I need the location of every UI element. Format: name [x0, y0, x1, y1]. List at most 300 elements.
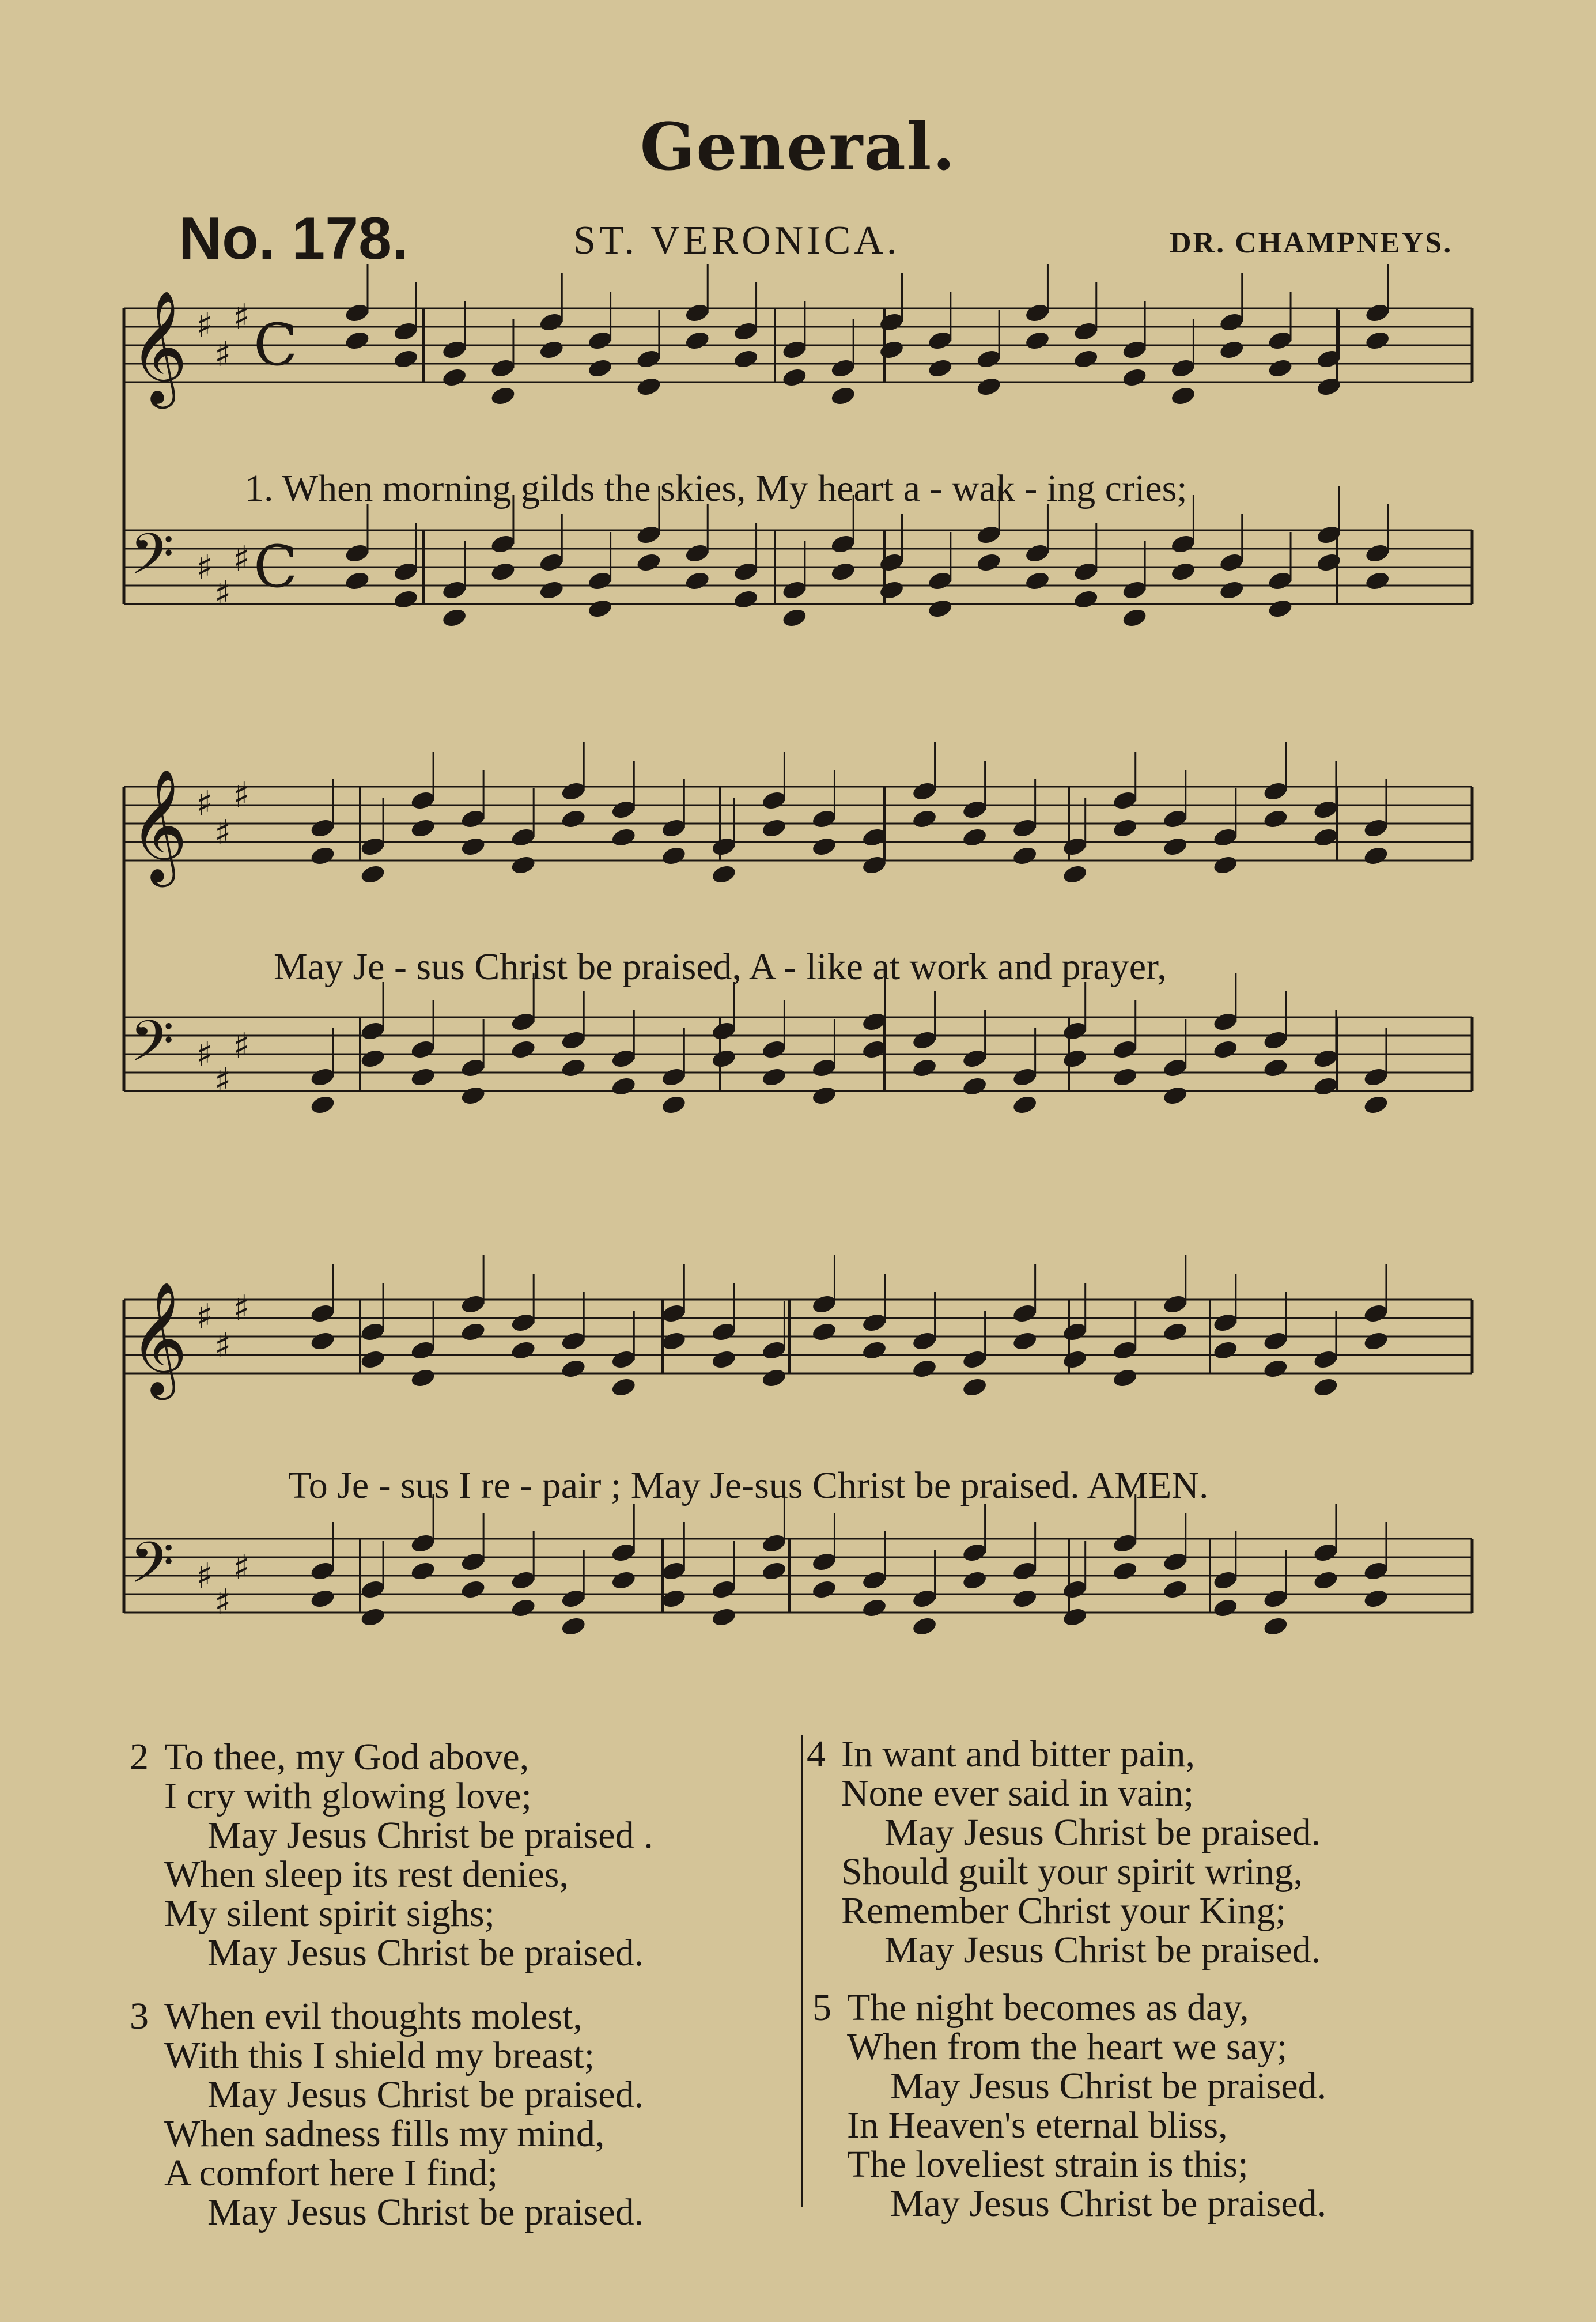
note-head: [1262, 1057, 1289, 1079]
note-head: [309, 1560, 336, 1582]
note-head: [587, 357, 613, 379]
verse-line: May Jesus Christ be praised.: [207, 2074, 644, 2116]
note-head: [911, 1615, 937, 1637]
lyric-line-3: To Je - sus I re - pair ; May Je-sus Christ be praised. AMEN.: [288, 1464, 1209, 1507]
note-head: [781, 339, 808, 361]
note-head: [1073, 320, 1099, 342]
note-head: [1363, 1330, 1389, 1352]
note-head: [490, 357, 516, 379]
note-head: [1218, 552, 1245, 573]
sharp-icon: ♯: [196, 1556, 213, 1596]
note-head: [1363, 1094, 1389, 1116]
note-head: [309, 817, 336, 839]
verse-line: May Jesus Christ be praised.: [890, 2183, 1327, 2225]
note-head: [830, 385, 856, 407]
note-head: [1121, 367, 1148, 388]
note-head: [344, 542, 370, 564]
note-head: [684, 330, 710, 352]
note-head: [392, 588, 419, 610]
sharp-icon: ♯: [196, 1297, 213, 1337]
note-head: [1262, 780, 1289, 802]
note-head: [1267, 330, 1294, 352]
note-head: [861, 1597, 887, 1619]
hymn-number: No. 178.: [179, 205, 409, 272]
note-head: [911, 808, 937, 830]
note-head: [1313, 826, 1339, 848]
note-head: [811, 808, 837, 830]
verse-line: 3 When evil thoughts molest,: [130, 1995, 583, 2037]
note-head: [610, 1569, 637, 1591]
note-head: [1111, 1039, 1138, 1060]
note-head: [1262, 1615, 1289, 1637]
note-head: [1212, 1312, 1239, 1334]
note-head: [1363, 1588, 1389, 1610]
note-head: [587, 598, 613, 620]
note-head: [1364, 302, 1390, 324]
note-head: [1162, 1085, 1189, 1107]
note-head: [1162, 808, 1189, 830]
note-head: [710, 863, 737, 885]
note-head: [975, 524, 1002, 546]
note-head: [344, 302, 370, 324]
note-head: [1363, 817, 1389, 839]
note-head: [1121, 579, 1148, 601]
verse-line: 4 In want and bitter pain,: [807, 1733, 1195, 1775]
sharp-icon: ♯: [214, 1582, 232, 1622]
sharp-icon: ♯: [196, 1034, 213, 1075]
note-head: [1024, 330, 1050, 352]
note-head: [660, 1560, 687, 1582]
note-head: [1011, 845, 1038, 867]
note-head: [878, 311, 905, 333]
treble-clef-icon: 𝄞: [130, 768, 188, 882]
verse-2: [130, 1738, 653, 1973]
note-head: [1262, 1588, 1289, 1610]
note-head: [1267, 357, 1294, 379]
treble-clef-icon: 𝄞: [130, 1281, 188, 1395]
note-head: [1111, 790, 1138, 811]
note-head: [309, 845, 336, 867]
note-head: [1061, 1579, 1088, 1600]
note-head: [927, 330, 954, 352]
note-head: [344, 330, 370, 352]
note-head: [1218, 339, 1245, 361]
verse-line: 2 To thee, my God above,: [130, 1736, 530, 1778]
note-head: [1162, 1579, 1189, 1600]
time-signature: C: [254, 533, 298, 601]
verse-line: When from the heart we say;: [847, 2026, 1288, 2068]
note-head: [460, 808, 486, 830]
note-head: [1073, 348, 1099, 370]
note-head: [610, 826, 637, 848]
note-head: [1024, 302, 1050, 324]
note-head: [1315, 348, 1342, 370]
note-head: [1262, 808, 1289, 830]
note-head: [560, 1588, 587, 1610]
note-head: [961, 1542, 988, 1564]
note-head: [1315, 376, 1342, 398]
note-head: [1364, 570, 1390, 592]
note-head: [811, 1321, 837, 1343]
note-head: [1011, 1588, 1038, 1610]
note-head: [1313, 1542, 1339, 1564]
verse-line: May Jesus Christ be praised.: [207, 2191, 644, 2233]
note-head: [560, 808, 587, 830]
note-head: [1212, 1339, 1239, 1361]
note-head: [927, 598, 954, 620]
note-head: [560, 1057, 587, 1079]
note-head: [761, 1532, 787, 1554]
sharp-icon: ♯: [214, 573, 232, 614]
note-head: [710, 1321, 737, 1343]
note-head: [610, 1048, 637, 1070]
note-head: [460, 1551, 486, 1573]
note-head: [1162, 836, 1189, 858]
note-head: [732, 320, 759, 342]
note-head: [360, 1048, 386, 1070]
note-head: [1061, 1349, 1088, 1370]
section-title: General.: [640, 110, 956, 185]
note-head: [761, 1367, 787, 1389]
note-head: [360, 1606, 386, 1628]
note-head: [710, 1606, 737, 1628]
note-head: [538, 579, 565, 601]
note-head: [961, 799, 988, 821]
note-head: [1162, 1551, 1189, 1573]
note-head: [510, 1312, 536, 1334]
note-head: [781, 367, 808, 388]
note-head: [961, 1569, 988, 1591]
bass-clef-icon: 𝄢: [130, 1009, 175, 1089]
verse-line: May Jesus Christ be praised.: [884, 1929, 1321, 1971]
note-head: [1121, 339, 1148, 361]
treble-clef-icon: 𝄞: [130, 290, 188, 404]
note-head: [911, 1057, 937, 1079]
sharp-icon: ♯: [233, 1547, 250, 1588]
note-head: [1061, 1321, 1088, 1343]
note-head: [410, 1532, 436, 1554]
note-head: [610, 1075, 637, 1097]
note-head: [560, 1615, 587, 1637]
note-head: [911, 1358, 937, 1380]
note-head: [587, 570, 613, 592]
note-head: [309, 1066, 336, 1088]
note-head: [830, 561, 856, 583]
note-head: [710, 1579, 737, 1600]
note-head: [761, 790, 787, 811]
note-head: [710, 1020, 737, 1042]
verse-line: Remember Christ your King;: [841, 1890, 1286, 1932]
verse-number: 2: [130, 1736, 149, 1778]
note-head: [1011, 1560, 1038, 1582]
note-head: [410, 1039, 436, 1060]
note-head: [1111, 1066, 1138, 1088]
note-head: [975, 552, 1002, 573]
note-head: [1262, 1330, 1289, 1352]
note-head: [490, 561, 516, 583]
note-head: [660, 845, 687, 867]
note-head: [441, 579, 467, 601]
note-head: [911, 1330, 937, 1352]
note-head: [510, 1569, 536, 1591]
verse-line: With this I shield my breast;: [164, 2034, 595, 2076]
note-head: [710, 1349, 737, 1370]
note-head: [1024, 570, 1050, 592]
note-head: [1073, 588, 1099, 610]
note-head: [360, 863, 386, 885]
note-head: [1170, 533, 1196, 555]
note-head: [441, 339, 467, 361]
note-head: [1111, 1532, 1138, 1554]
note-head: [710, 836, 737, 858]
note-head: [878, 339, 905, 361]
note-head: [1315, 552, 1342, 573]
note-head: [636, 524, 662, 546]
note-head: [410, 1339, 436, 1361]
note-head: [560, 1029, 587, 1051]
note-head: [636, 552, 662, 573]
note-head: [410, 817, 436, 839]
note-head: [1061, 1048, 1088, 1070]
note-head: [510, 1039, 536, 1060]
note-head: [830, 533, 856, 555]
note-head: [392, 561, 419, 583]
note-head: [1011, 817, 1038, 839]
note-head: [911, 780, 937, 802]
note-head: [811, 836, 837, 858]
note-head: [660, 1588, 687, 1610]
note-head: [878, 579, 905, 601]
note-head: [1267, 598, 1294, 620]
verse-line: 5 The night becomes as day,: [812, 1987, 1249, 2029]
note-head: [1212, 1569, 1239, 1591]
note-head: [1267, 570, 1294, 592]
note-head: [636, 348, 662, 370]
note-head: [861, 1339, 887, 1361]
note-head: [761, 1066, 787, 1088]
note-head: [309, 1094, 336, 1116]
note-head: [811, 1293, 837, 1315]
note-head: [732, 588, 759, 610]
note-head: [1061, 1606, 1088, 1628]
note-head: [1313, 799, 1339, 821]
note-head: [1162, 1057, 1189, 1079]
note-head: [360, 836, 386, 858]
note-head: [510, 854, 536, 876]
note-head: [710, 1048, 737, 1070]
sharp-icon: ♯: [196, 548, 213, 588]
note-head: [761, 1339, 787, 1361]
note-head: [1363, 1560, 1389, 1582]
note-head: [460, 1085, 486, 1107]
note-head: [732, 561, 759, 583]
note-head: [761, 817, 787, 839]
note-head: [610, 1349, 637, 1370]
sharp-icon: ♯: [214, 1060, 232, 1101]
note-head: [1212, 1597, 1239, 1619]
verse-line: May Jesus Christ be praised.: [884, 1811, 1321, 1853]
note-head: [360, 1020, 386, 1042]
note-head: [1011, 1302, 1038, 1324]
note-head: [1162, 1321, 1189, 1343]
note-head: [811, 1551, 837, 1573]
note-head: [732, 348, 759, 370]
note-head: [1218, 311, 1245, 333]
note-head: [441, 367, 467, 388]
note-head: [1162, 1293, 1189, 1315]
note-head: [1212, 1039, 1239, 1060]
verse-number: 4: [807, 1733, 826, 1775]
sharp-icon: ♯: [233, 1026, 250, 1066]
note-head: [538, 311, 565, 333]
note-head: [360, 1579, 386, 1600]
sharp-icon: ♯: [233, 1288, 250, 1328]
note-head: [636, 376, 662, 398]
verse-number: 5: [812, 1987, 831, 2029]
note-head: [1111, 1339, 1138, 1361]
note-head: [1111, 817, 1138, 839]
note-head: [1364, 330, 1390, 352]
note-head: [441, 607, 467, 629]
note-head: [1061, 863, 1088, 885]
verse-line: May Jesus Christ be praised.: [890, 2065, 1327, 2107]
note-head: [1212, 854, 1239, 876]
note-head: [660, 817, 687, 839]
note-head: [781, 607, 808, 629]
note-head: [610, 799, 637, 821]
note-head: [927, 357, 954, 379]
note-head: [610, 1542, 637, 1564]
note-head: [490, 385, 516, 407]
note-head: [1073, 561, 1099, 583]
note-head: [811, 1085, 837, 1107]
note-head: [1170, 561, 1196, 583]
note-head: [392, 348, 419, 370]
note-head: [344, 570, 370, 592]
note-head: [927, 570, 954, 592]
note-head: [1262, 1029, 1289, 1051]
note-head: [309, 1588, 336, 1610]
note-head: [861, 1569, 887, 1591]
sharp-icon: ♯: [233, 297, 250, 337]
note-head: [684, 570, 710, 592]
note-head: [610, 1376, 637, 1398]
note-head: [961, 1048, 988, 1070]
sharp-icon: ♯: [233, 539, 250, 579]
note-head: [911, 1588, 937, 1610]
note-head: [961, 826, 988, 848]
note-head: [460, 1293, 486, 1315]
verse-line: None ever said in vain;: [841, 1772, 1194, 1814]
note-head: [510, 826, 536, 848]
verse-line: My silent spirit sighs;: [164, 1893, 495, 1935]
note-head: [1011, 1066, 1038, 1088]
note-head: [1363, 1302, 1389, 1324]
note-head: [1011, 1330, 1038, 1352]
note-head: [684, 302, 710, 324]
note-head: [1111, 1560, 1138, 1582]
sharp-icon: ♯: [214, 813, 232, 853]
verse-line: The loveliest strain is this;: [847, 2143, 1249, 2185]
note-head: [1212, 1011, 1239, 1033]
bass-clef-icon: 𝄢: [130, 1530, 175, 1610]
note-head: [1212, 826, 1239, 848]
note-head: [1061, 836, 1088, 858]
note-head: [1170, 357, 1196, 379]
note-head: [410, 1560, 436, 1582]
column-divider: [801, 1735, 803, 2207]
note-head: [1061, 1020, 1088, 1042]
sharp-icon: ♯: [233, 775, 250, 815]
note-head: [410, 790, 436, 811]
note-head: [811, 1057, 837, 1079]
note-head: [560, 1358, 587, 1380]
note-head: [684, 542, 710, 564]
verse-line: I cry with glowing love;: [164, 1775, 532, 1817]
note-head: [961, 1075, 988, 1097]
note-head: [510, 1339, 536, 1361]
note-head: [1363, 845, 1389, 867]
note-head: [560, 780, 587, 802]
verse-line: May Jesus Christ be praised.: [207, 1932, 644, 1974]
bass-clef-icon: 𝄢: [130, 522, 175, 602]
note-head: [490, 533, 516, 555]
verse-line: When sadness fills my mind,: [164, 2113, 605, 2155]
note-head: [460, 1057, 486, 1079]
note-head: [309, 1302, 336, 1324]
note-head: [1315, 524, 1342, 546]
note-head: [961, 1376, 988, 1398]
note-head: [660, 1094, 687, 1116]
note-head: [878, 552, 905, 573]
note-head: [460, 1579, 486, 1600]
note-head: [660, 1302, 687, 1324]
note-head: [309, 1330, 336, 1352]
note-head: [587, 330, 613, 352]
time-signature: C: [254, 311, 298, 379]
note-head: [761, 1560, 787, 1582]
verse-3: [130, 1997, 644, 2232]
note-head: [538, 339, 565, 361]
note-head: [1170, 385, 1196, 407]
note-head: [460, 1321, 486, 1343]
note-head: [911, 1029, 937, 1051]
note-head: [560, 1330, 587, 1352]
note-head: [975, 376, 1002, 398]
verse-number: 3: [130, 1995, 149, 2037]
note-head: [460, 836, 486, 858]
note-head: [1364, 542, 1390, 564]
note-head: [861, 1312, 887, 1334]
note-head: [660, 1330, 687, 1352]
tune-name: ST. VERONICA.: [573, 218, 901, 263]
note-head: [1313, 1569, 1339, 1591]
lyric-line-1: 1. When morning gilds the skies, My heart a - wak - ing cries;: [245, 467, 1187, 509]
note-head: [1262, 1358, 1289, 1380]
note-head: [392, 320, 419, 342]
note-head: [660, 1066, 687, 1088]
note-head: [1218, 579, 1245, 601]
note-head: [975, 348, 1002, 370]
sharp-icon: ♯: [196, 784, 213, 824]
note-head: [761, 1039, 787, 1060]
note-head: [510, 1597, 536, 1619]
note-head: [1111, 1367, 1138, 1389]
note-head: [811, 1579, 837, 1600]
note-head: [961, 1349, 988, 1370]
note-head: [1011, 1094, 1038, 1116]
verse-4: [807, 1735, 1321, 1970]
